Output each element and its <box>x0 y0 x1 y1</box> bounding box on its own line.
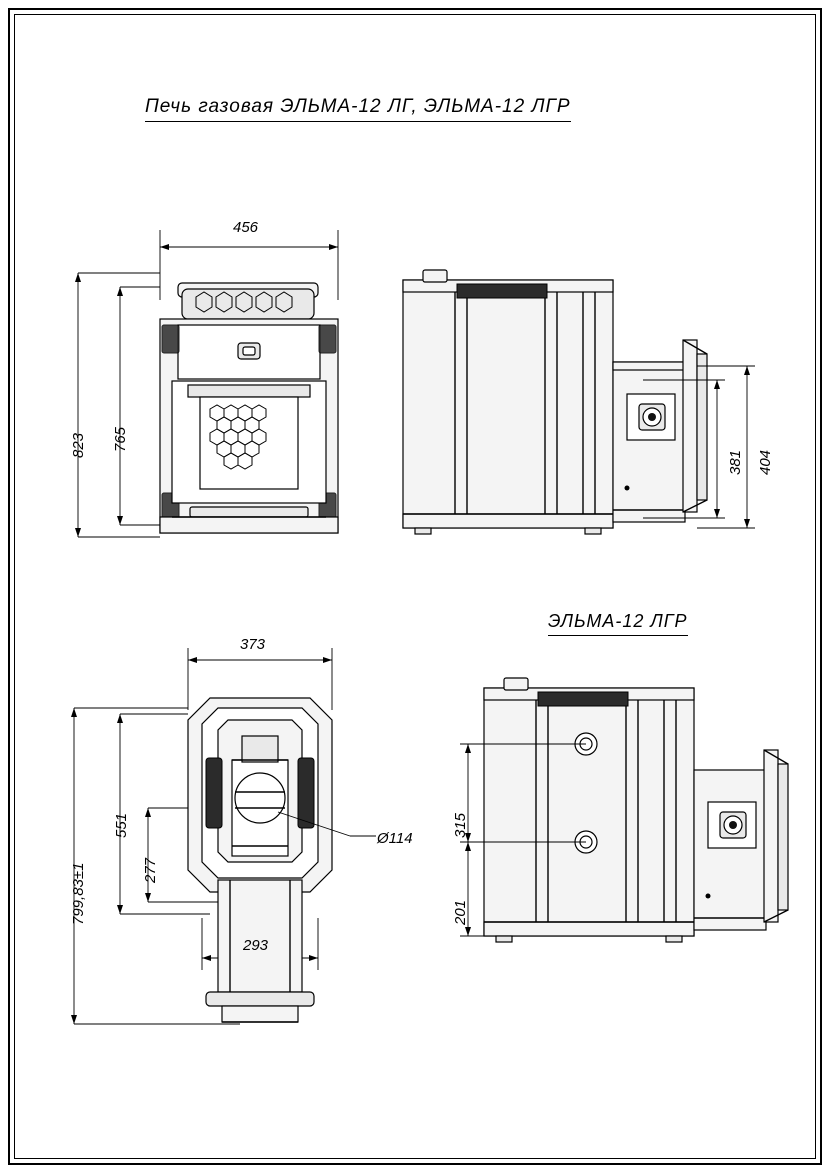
stove-front-body <box>160 283 338 533</box>
dim-765-label: 765 <box>112 426 129 452</box>
dim-456-label: 456 <box>233 219 259 236</box>
dim-277-label: 277 <box>142 857 159 883</box>
dim-293-label: 293 <box>243 937 269 954</box>
lgr-side-view <box>440 660 820 960</box>
flue-circle <box>235 773 285 823</box>
stove-side-body <box>403 270 707 534</box>
dim-765-line <box>117 287 160 525</box>
side-view <box>395 262 785 562</box>
front-view <box>60 225 360 555</box>
dim-823-label: 823 <box>70 432 87 458</box>
page-title: Печь газовая ЭЛЬМА-12 ЛГ, ЭЛЬМА-12 ЛГР <box>145 96 571 122</box>
dim-381-label: 381 <box>727 449 744 475</box>
dim-315-label: 315 <box>452 812 469 838</box>
dim-404-label: 404 <box>757 449 774 475</box>
stove-top-outline <box>188 698 376 892</box>
dim-114-label: Ø114 <box>377 830 413 847</box>
dim-799-label: 799,83±1 <box>70 862 87 925</box>
dim-551-label: 551 <box>113 812 130 838</box>
dim-373-label: 373 <box>240 636 266 653</box>
dim-823-line <box>75 273 160 537</box>
dim-201-label: 201 <box>452 899 469 925</box>
top-view <box>60 640 430 1060</box>
variant-title: ЭЛЬМА-12 ЛГР <box>548 611 688 636</box>
lgr-body <box>484 678 788 942</box>
